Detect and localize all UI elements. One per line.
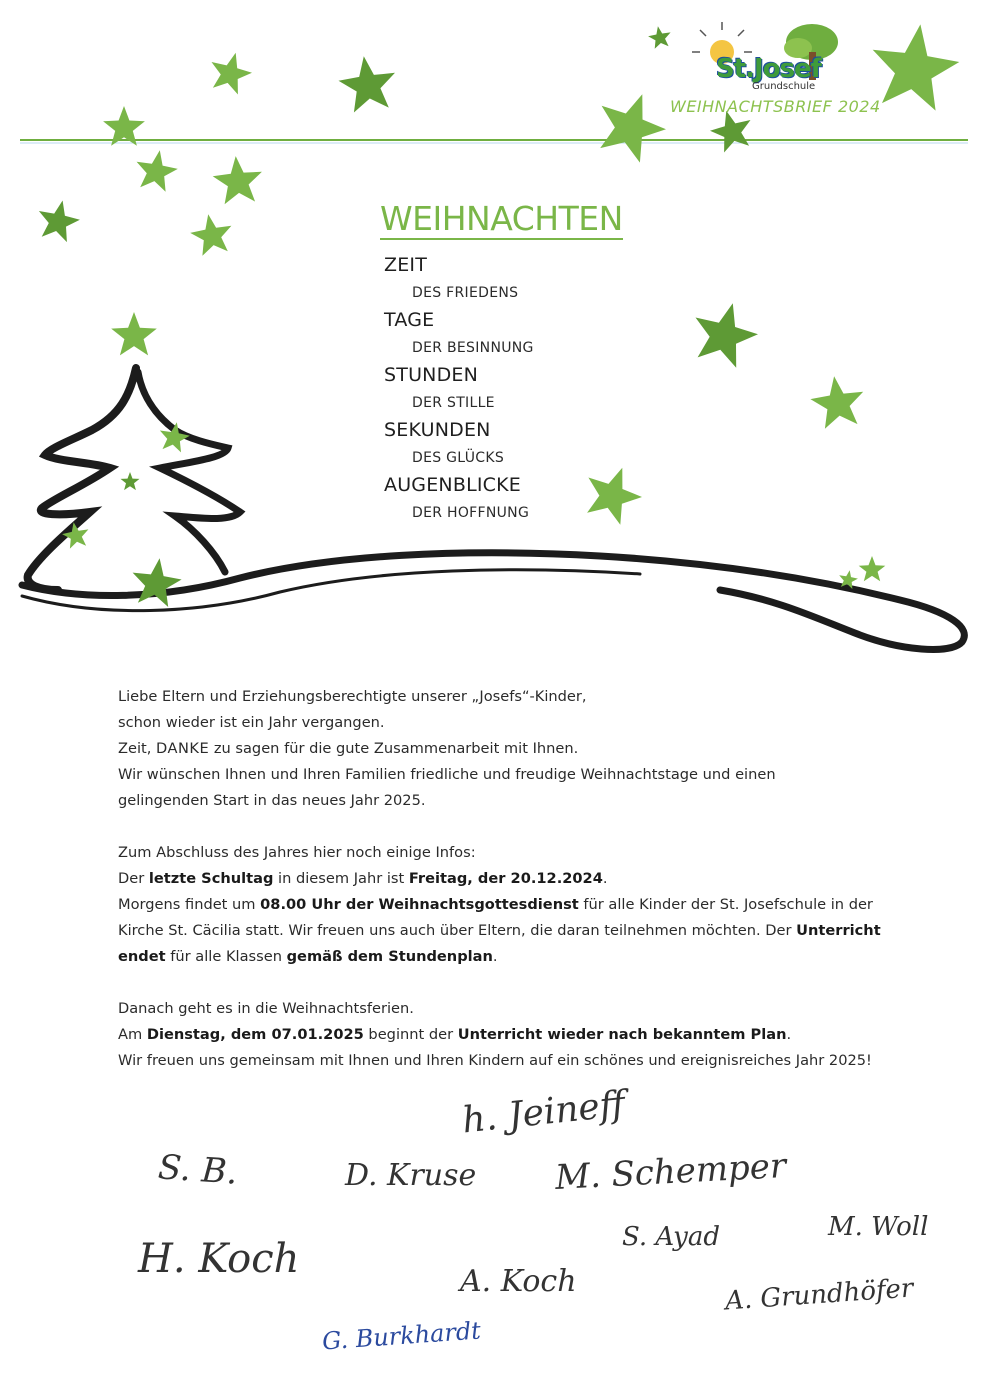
star-icon — [212, 53, 253, 95]
text-run: beginnt der — [363, 1026, 458, 1043]
bold-run: letzte Schultag — [148, 870, 274, 887]
bold-run: Unterricht — [796, 922, 881, 939]
star-icon — [696, 303, 759, 368]
letter-body — [118, 684, 918, 1074]
signature: h. Jeineff — [460, 1083, 628, 1142]
star-icon — [710, 111, 751, 153]
signature: M. Woll — [828, 1212, 929, 1242]
text-run: in diesem Jahr ist — [273, 870, 409, 887]
bold-run: Dienstag, dem 07.01.2025 — [146, 1026, 364, 1043]
text-run: . — [786, 1026, 792, 1043]
poem-word: AUGENBLICKE — [384, 474, 521, 496]
letter-line — [118, 944, 918, 970]
danke-word: DANKE — [156, 740, 210, 757]
poem-subline: DER HOFFNUNG — [412, 505, 530, 521]
star-icon — [160, 422, 190, 452]
star-icon — [190, 214, 231, 256]
star-icon — [111, 312, 157, 355]
text-run: Der — [118, 870, 149, 887]
star-icon — [859, 556, 886, 581]
signature: A. Koch — [460, 1264, 577, 1299]
letter-line — [118, 736, 918, 762]
bold-run: gemäß dem Stundenplan — [286, 948, 493, 965]
signature: H. Koch — [138, 1236, 300, 1282]
poem-subline: DER BESINNUNG — [412, 340, 534, 356]
bold-run: endet — [118, 948, 166, 965]
text-run: für alle Kinder der St. Josefschule in der — [578, 896, 873, 913]
letter-header-title: WEIHNACHTSBRIEF 2024 — [670, 97, 881, 116]
letter-line — [118, 1022, 918, 1048]
bold-run: Freitag, der 20.12.2024 — [408, 870, 603, 887]
letter-line: Danach geht es in die Weihnachtsferien. — [118, 1000, 414, 1017]
poem-word: STUNDEN — [384, 364, 479, 386]
text-run: Morgens findet um — [118, 896, 261, 913]
poem-word: ZEIT — [384, 254, 428, 276]
star-icon — [600, 94, 666, 162]
logo-subtitle: Grundschule — [752, 81, 816, 92]
text-run: für alle Klassen — [165, 948, 287, 965]
poem-word: SEKUNDEN — [384, 419, 491, 441]
letter-closing: Wir freuen uns gemeinsam mit Ihnen und Ihren Kindern auf ein schönes und ereignisreiches Jahr 2025! — [118, 1052, 872, 1069]
star-icon — [213, 156, 262, 204]
letter-line — [118, 866, 918, 892]
star-icon — [648, 26, 671, 49]
text-run: zu sagen für die gute Zusammenarbeit mit Ihnen. — [209, 740, 579, 757]
bold-run: 08.00 Uhr der Weihnachtsgottesdienst — [260, 896, 579, 913]
star-icon — [137, 150, 178, 192]
text-run: . — [602, 870, 608, 887]
letter-line: Zum Abschluss des Jahres hier noch einige Infos: — [118, 844, 476, 861]
letter-line — [118, 918, 918, 944]
star-icon — [62, 522, 88, 548]
signature: S. Ayad — [622, 1222, 720, 1252]
letter-greeting: Liebe Eltern und Erziehungsberechtigte unserer „Josefs“-Kinder, — [118, 688, 587, 705]
bold-run: Unterricht wieder nach bekanntem Plan — [457, 1026, 787, 1043]
text-run: Zeit, — [118, 740, 157, 757]
text-run: Am — [118, 1026, 147, 1043]
poem-subline: DES FRIEDENS — [412, 285, 519, 301]
poem-title: WEIHNACHTEN — [380, 199, 623, 238]
signature: D. Kruse — [345, 1158, 477, 1193]
signature: A. Grundhöfer — [724, 1273, 915, 1317]
letter-line: schon wieder ist ein Jahr vergangen. — [118, 714, 385, 731]
logo-name: St.Josef — [716, 54, 821, 84]
signature: S. B. — [156, 1147, 239, 1193]
star-icon — [39, 201, 80, 243]
star-icon — [133, 558, 182, 607]
text-run: Kirche St. Cäcilia statt. Wir freuen uns auch über Eltern, die daran teilnehmen möchten. Der — [118, 922, 797, 939]
star-icon — [810, 376, 863, 428]
star-icon — [121, 472, 140, 490]
letter-line — [118, 892, 918, 918]
poem-subline: DER STILLE — [412, 395, 495, 411]
text-run: . — [492, 948, 498, 965]
star-icon — [587, 468, 642, 525]
poem-word: TAGE — [384, 309, 435, 331]
star-icon — [873, 24, 960, 110]
signature: M. Schemper — [554, 1145, 788, 1199]
poem-subline: DES GLÜCKS — [412, 450, 505, 466]
school-logo — [690, 20, 850, 92]
signature: G. Burkhardt — [321, 1316, 482, 1356]
letter-line: Wir wünschen Ihnen und Ihren Familien friedliche und freudige Weihnachtstage und einen — [118, 766, 776, 783]
star-icon — [339, 56, 396, 112]
letter-line: gelingenden Start in das neues Jahr 2025. — [118, 792, 426, 809]
